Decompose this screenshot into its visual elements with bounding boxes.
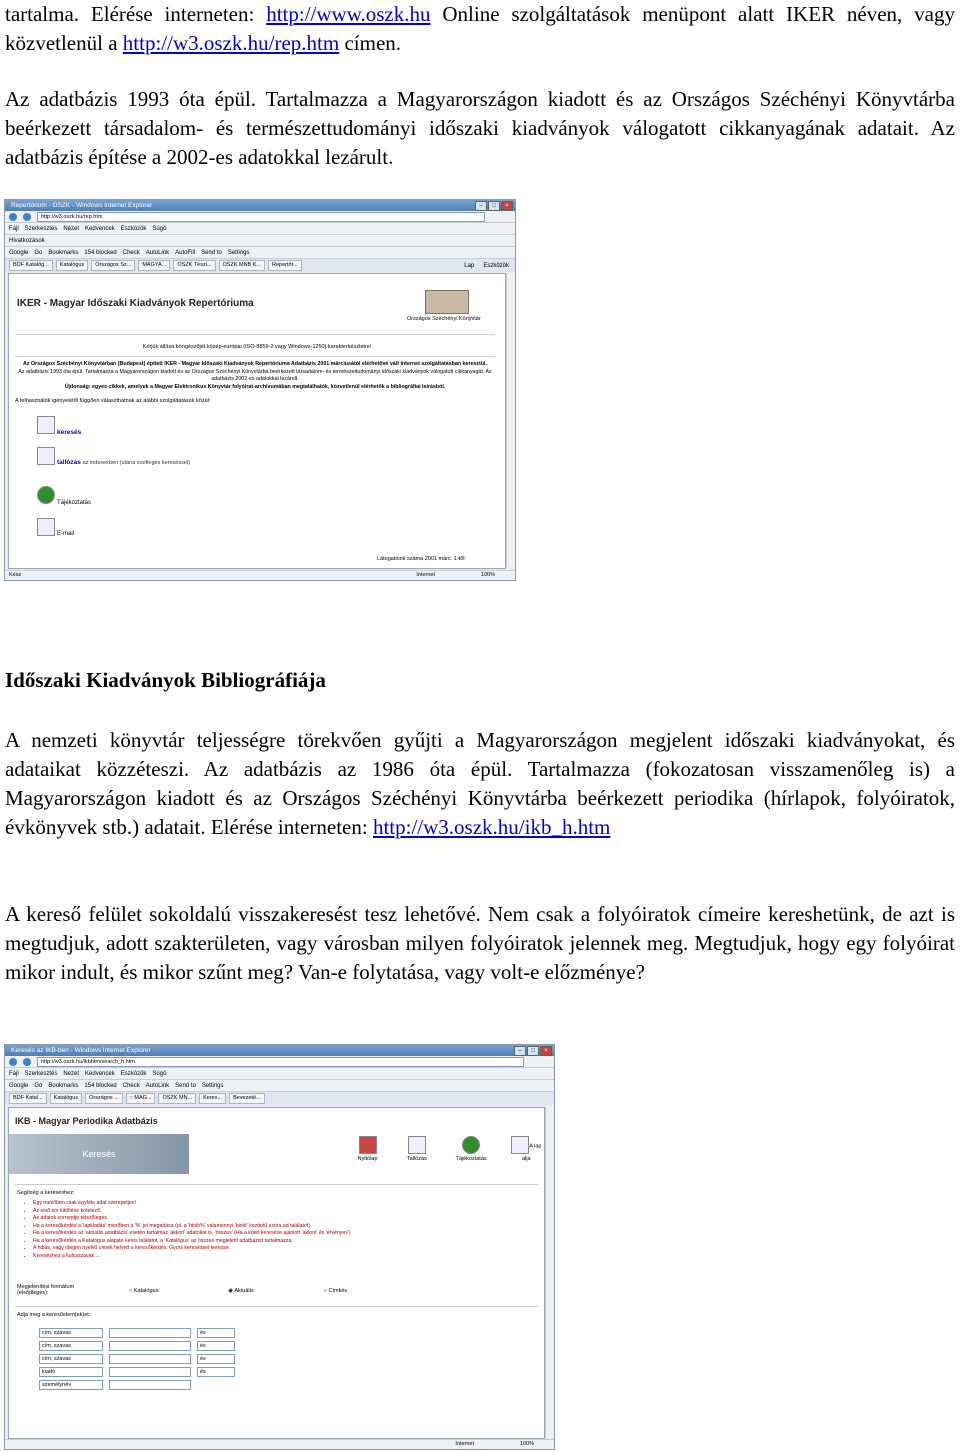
query-label: Adja meg a keresőelem(ek)et:: [17, 1312, 91, 1318]
page-content: [8, 273, 506, 569]
status-bar: [5, 1439, 554, 1449]
field-select[interactable]: személynév: [39, 1380, 103, 1390]
toolbar-item[interactable]: AutoLink: [145, 1082, 170, 1089]
google-toolbar: [5, 1080, 554, 1092]
menu-item[interactable]: Eszközök: [120, 1070, 147, 1077]
zoom-level[interactable]: 100%: [480, 572, 495, 578]
field-select[interactable]: kiadó: [39, 1367, 103, 1377]
zone-text: Internet: [455, 1441, 474, 1447]
query-form: [39, 1328, 235, 1393]
address-bar: [5, 211, 515, 223]
browser-tab[interactable]: Országos Sz...: [91, 260, 135, 271]
toolbar-item[interactable]: Go: [34, 249, 43, 256]
query-row: [39, 1380, 235, 1390]
query-row: [39, 1354, 235, 1364]
menu-item[interactable]: Szerkesztés: [24, 225, 58, 232]
back-icon[interactable]: [9, 213, 17, 221]
operator-select[interactable]: és: [197, 1328, 235, 1338]
browser-tab[interactable]: BDF Katal...: [9, 1093, 47, 1104]
toolbar-item[interactable]: Settings: [201, 1082, 224, 1089]
toolbar-item[interactable]: Bookmarks: [48, 1082, 79, 1089]
forward-icon[interactable]: [23, 213, 31, 221]
help-item: • Ha a keresőkérdés a Katalógus alapján keres találatot, a 'Katalógus' az összes megjelent adatbázist tartalmazza.: [33, 1238, 524, 1246]
menu-item[interactable]: Súgó: [152, 225, 167, 232]
radio-catalog[interactable]: ○ Katalógus: [129, 1288, 159, 1294]
toolbar-item[interactable]: 154 blocked: [84, 1082, 117, 1089]
browser-tab[interactable]: OSZK Tészi...: [173, 260, 215, 271]
browser-tab[interactable]: Keres...: [199, 1093, 226, 1104]
window-title: Keresés az IKB-ben - Windows Internet Explorer: [11, 1047, 151, 1054]
browse-note: az indexekben (utána esetleges kereséssel): [82, 460, 190, 466]
oszk-building-logo: [425, 290, 469, 314]
minimize-icon[interactable]: –: [475, 201, 487, 211]
toolbar-item[interactable]: Check: [122, 249, 140, 256]
browser-tab[interactable]: OSZK MN...: [158, 1093, 196, 1104]
browse-icon[interactable]: [37, 447, 55, 465]
help-title: Segítség a kereséshez:: [17, 1190, 75, 1196]
choose-text: A felhasználók igényeiktől függően választhatnak az alábbi szolgáltatások közül:: [15, 398, 211, 404]
search-banner-label: Keresés: [82, 1149, 116, 1159]
radio-tagged-label: Címkés: [328, 1288, 348, 1294]
arrow-down-icon[interactable]: [511, 1136, 529, 1154]
links-bar: [5, 235, 515, 247]
menu-bar: [5, 1068, 554, 1080]
scrollbar[interactable]: [545, 1107, 554, 1437]
menu-item[interactable]: Fájl: [9, 1070, 19, 1077]
maximize-icon[interactable]: □: [488, 201, 500, 211]
browser-tab[interactable]: Bevezeté...: [229, 1093, 265, 1104]
menu-item[interactable]: Kedvencek: [85, 225, 115, 232]
help-item: • Egy mezőben csak egyféle adat szerepeljen!: [33, 1200, 524, 1208]
operator-select[interactable]: és: [197, 1354, 235, 1364]
command-item[interactable]: Eszközök: [483, 262, 509, 269]
encoding-note: Kérjük állítsa böngészőjét közép-európai (ISO-8859-2 vagy Windows-1250) karakterkészletre!: [142, 344, 372, 350]
zone-text: Internet: [416, 572, 435, 578]
intro-text-c: címen.: [339, 31, 402, 55]
status-bar: [5, 570, 515, 580]
browser-tab[interactable]: :: MAG...: [126, 1093, 156, 1104]
help-icon[interactable]: [462, 1136, 480, 1154]
toolbar-item[interactable]: Send to: [175, 1082, 196, 1089]
browse-icon[interactable]: [408, 1136, 426, 1154]
toolbar-item[interactable]: Google: [9, 1082, 29, 1089]
menu-item[interactable]: Kedvencek: [85, 1070, 115, 1077]
menu-item[interactable]: Eszközök: [120, 225, 147, 232]
query-input[interactable]: [109, 1328, 191, 1338]
format-label: Megjelenítési formátum (elsődleges):: [17, 1284, 75, 1296]
query-row: [39, 1341, 235, 1351]
toolbar-item[interactable]: 154 blocked: [84, 249, 117, 256]
search-link[interactable]: keresés: [57, 429, 82, 436]
toolbar-item[interactable]: Bookmarks: [48, 249, 79, 256]
query-input[interactable]: [109, 1341, 191, 1351]
operator-select[interactable]: és: [197, 1341, 235, 1351]
query-input[interactable]: [109, 1354, 191, 1364]
page-title: IKER - Magyar Időszaki Kiadványok Repertóriuma: [17, 298, 254, 309]
help-item: • Kereséshez a kulcsszavak ...: [33, 1253, 524, 1261]
radio-current-label: Aktuális: [234, 1288, 254, 1294]
menu-item[interactable]: Nézet: [63, 1070, 80, 1077]
oszk-link[interactable]: http://www.oszk.hu: [266, 2, 431, 26]
toolbar-item[interactable]: Go: [34, 1082, 43, 1089]
back-icon[interactable]: [9, 1058, 17, 1066]
email-link[interactable]: E-mail: [57, 531, 75, 537]
house-icon[interactable]: [359, 1136, 377, 1154]
ikb-link[interactable]: http://w3.oszk.hu/ikb_h.htm: [372, 815, 611, 839]
tab-strip: [5, 1092, 554, 1105]
help-item: • Ha a keresőkérdés az 'aktuális adatbázis' esetén tartalmaz 'akkori' adatokat is, 'összes' (Ha a kötet keresése ajánlott 'akkori' és 'érvényes'): [33, 1230, 524, 1238]
mail-icon[interactable]: [37, 518, 55, 536]
help-icon[interactable]: [37, 486, 55, 504]
page-content: [8, 1107, 545, 1439]
address-bar: [5, 1056, 554, 1068]
minimize-icon[interactable]: –: [514, 1046, 526, 1056]
toolbar-item[interactable]: Send to: [201, 249, 222, 256]
page-title: IKB - Magyar Periodika Adatbázis: [15, 1116, 158, 1126]
field-select[interactable]: cím, szavas: [39, 1328, 103, 1338]
help-list: [23, 1200, 524, 1260]
toolbar-item[interactable]: AutoLink: [145, 249, 170, 256]
toolbar-item[interactable]: Check: [122, 1082, 140, 1089]
status-text: Kész: [9, 572, 22, 578]
scrollbar[interactable]: [506, 273, 515, 567]
radio-current[interactable]: ◉ Aktuális: [228, 1288, 254, 1294]
browser-tab[interactable]: Katalógus: [56, 260, 88, 271]
close-icon[interactable]: ×: [501, 201, 513, 211]
search-description: A kereső felület sokoldalú visszakeresést tesz lehetővé. Nem csak a folyóiratok címeire kereshetünk, de azt is megtudjuk, adott szakterületen, vagy városban milyen folyóiratok jelennek meg. Megtudjuk, hogy egy folyóirat mikor indult, és mikor szűnt meg? Van-e folytatása, vagy volt-e előzménye?: [5, 902, 955, 984]
query-row: [39, 1328, 235, 1338]
menu-bar: [5, 223, 515, 235]
home-nav[interactable]: [351, 1136, 384, 1162]
browser-tab[interactable]: BDF Katalóg...: [9, 260, 53, 271]
tab-strip: [5, 259, 515, 272]
help-item: • Az első sor kitöltése kötelező.: [33, 1208, 524, 1216]
iker-description: Az adatbázis 1993 óta épül. Tartalmazza a Magyarországon kiadott és az Országos Széchényi Könyvtárba beérkezett társadalom- és természettudományi időszaki kiadványok válogatott cikkanyagának adatait. Az adatbázis építése a 2002-es adatokkal lezárult.: [5, 87, 955, 169]
logo-caption: Országos Széchényi Könyvtár: [407, 316, 481, 322]
info-nav[interactable]: [449, 1136, 492, 1162]
ikb-browser-screenshot: [4, 1044, 555, 1450]
toolbar-item[interactable]: Settings: [227, 249, 250, 256]
address-input[interactable]: http://w3.oszk.hu/rep.htm: [37, 212, 485, 222]
query-input[interactable]: [109, 1367, 191, 1377]
browser-tab[interactable]: Katalógus: [50, 1093, 82, 1104]
window-titlebar: [5, 200, 515, 211]
bottom-nav[interactable]: [509, 1136, 544, 1162]
intro-text-b: Online szolgáltatások menüpont alatt IKER néven, vagy közvetlenül a: [5, 2, 955, 55]
field-select[interactable]: cím, szavas: [39, 1341, 103, 1351]
browse-label[interactable]: Tallózás: [406, 1156, 427, 1162]
menu-item[interactable]: Súgó: [152, 1070, 167, 1077]
forward-icon[interactable]: [23, 1058, 31, 1066]
browse-link[interactable]: tallózás: [57, 459, 81, 466]
intro-paragraph: [5, 0, 955, 58]
zoom-level[interactable]: 100%: [519, 1441, 534, 1447]
help-item: • Az adatok sorrendje tetszőleges.: [33, 1215, 524, 1223]
browser-tab[interactable]: MAGYA...: [138, 260, 170, 271]
database-summary: Az adatbázis 1993 óta épül. Tartalmazza a Magyarországon kiadott és az Országos Széchényi Könyvtárba beérkezett társadalom- és természettudományi időszaki kiadványok válogatott cikkanyagát. Az adatbázis 2002-es adatokkal lezárult.: [18, 368, 492, 382]
address-input[interactable]: http://w3.oszk.hu/ikbhtm/search_h.htm: [37, 1057, 524, 1067]
toolbar-item[interactable]: AutoFill: [175, 249, 196, 256]
info-link[interactable]: Tájékoztatás: [57, 500, 92, 506]
window-titlebar: [5, 1045, 554, 1056]
links-label[interactable]: Hivatkozások: [9, 237, 45, 244]
browser-tab[interactable]: OSZK MNB K...: [219, 260, 266, 271]
query-row: [39, 1367, 235, 1377]
help-item: • A hibás, vagy idegen nyelvű címek helyett a keresőkérdés: Gyors kereséssel keresse.: [33, 1245, 524, 1253]
iker-browser-screenshot: [4, 199, 516, 581]
google-toolbar: [5, 247, 515, 259]
menu-item[interactable]: Nézet: [63, 225, 80, 232]
info-label[interactable]: Tájékoztatás: [455, 1156, 487, 1162]
home-label[interactable]: Nyitólap: [357, 1156, 378, 1162]
radio-tagged[interactable]: ○ Címkés: [323, 1288, 348, 1294]
ikb-text: A nemzeti könyvtár teljességre törekvően gyűjti a Magyarországon megjelent időszaki kiadványokat, és adataikat közzéteszi. Az adatbázis az 1986 óta épül. Tartalmazza (fokozatosan visszamenőleg is) a Magyarországon kiadott és az Országos Széchényi Könyvtárba beérkezett periodika (hírlapok, folyóiratok, évkönyvek stb.) adatait. Elérése interneten:: [5, 728, 955, 839]
command-item[interactable]: Lap: [464, 262, 475, 269]
ikb-heading: Időszaki Kiadványok Bibliográfiája: [5, 668, 326, 692]
operator-select[interactable]: és: [197, 1367, 235, 1377]
magnifier-icon[interactable]: [37, 416, 55, 434]
visitor-counter: Látogatóink száma 2001 márc. 1-től:: [377, 556, 466, 562]
window-title: Repertórium - OSZK - Windows Internet Explorer: [11, 202, 153, 209]
browser-tab[interactable]: Országos ...: [85, 1093, 123, 1104]
service-intro: Az Országos Széchényi Könyvtárban (Budapest) épített IKER - Magyar Időszaki Kiadványok Repertóriuma Adatbázis 2001 márciusától elérhetővé vált Internet szolgáltatásban keresztül.: [22, 361, 487, 367]
field-select[interactable]: cím, szavas: [39, 1354, 103, 1364]
close-icon[interactable]: ×: [540, 1046, 552, 1056]
query-input[interactable]: [109, 1380, 191, 1390]
help-item: • Ha a keresőkérdés a 'lapkiadás' mezőben a '%' jel megadása (pl. a 'bioló%' valamennyi 'bioló' kezdetű szóra ad találatot): [33, 1223, 524, 1231]
maximize-icon[interactable]: □: [527, 1046, 539, 1056]
browse-nav[interactable]: [400, 1136, 433, 1162]
menu-item[interactable]: Szerkesztés: [24, 1070, 58, 1077]
toolbar-item[interactable]: Google: [9, 249, 29, 256]
ikb-description: [5, 726, 955, 842]
rep-link[interactable]: http://w3.oszk.hu/rep.htm: [122, 31, 340, 55]
intro-text-a: tartalma. Elérése interneten:: [5, 2, 267, 26]
menu-item[interactable]: Fájl: [9, 225, 19, 232]
news-line: Újdonság: egyes cikkek, amelyek a Magyar Elektronikus Könyvtár folyóirat-archívumában megtalálhatók, közvetlenül elérhetők a bibliográfiai leírásból.: [64, 383, 446, 390]
search-banner: [9, 1134, 189, 1174]
browser-tab[interactable]: Repertór...: [268, 260, 302, 271]
bottom-label[interactable]: A lap alja: [522, 1143, 542, 1162]
radio-catalog-label: Katalógus: [133, 1288, 159, 1294]
